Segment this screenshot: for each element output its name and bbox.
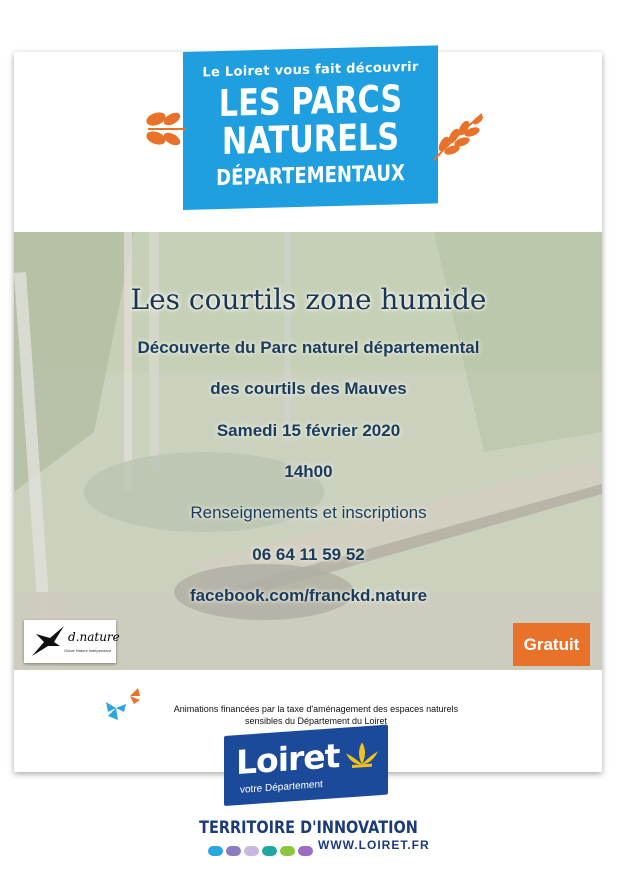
dot [244,846,259,856]
event-title: Les courtils zone humide [130,283,487,316]
event-info-label: Renseignements et inscriptions [190,503,427,522]
funding-note [136,703,496,727]
bird-icon [30,624,68,658]
loiret-logo-name: Loiret [236,735,340,783]
header-title-line2: NATURELS [221,115,400,163]
leaf-left-icon [142,107,188,149]
loiret-logo-tagline: votre Département [240,779,323,796]
funding-note-line2: sensibles du Département du Loiret [244,716,388,726]
header-subtitle: Le Loiret vous fait découvrir [202,59,419,81]
header-banner [183,45,438,210]
dot [280,846,295,856]
event-time: 14h00 [284,462,333,481]
loiret-logo [224,725,388,806]
dnature-logo [24,620,120,663]
dot [226,846,241,856]
event-facebook-link[interactable]: facebook.com/franckd.nature [189,586,428,605]
event-phone[interactable]: 06 64 11 59 52 [252,545,365,564]
event-date: Samedi 15 février 2020 [216,421,401,440]
dot [208,846,223,856]
free-badge: Gratuit [513,623,590,666]
dot [298,846,313,856]
header-title-line3: DÉPARTEMENTAUX [216,161,405,192]
fleur-icon [342,737,382,778]
loiret-website-link[interactable]: WWW.LOIRET.FR [318,838,430,852]
event-description-line2: des courtils des Mauves [210,379,407,398]
funding-note-line1: Animations financées par la taxe d'aménagement des espaces naturels [173,704,459,714]
color-dots [208,842,316,860]
event-description-line1: Découverte du Parc naturel départemental [137,338,480,357]
dnature-logo-name: d.nature [68,630,120,644]
dot [262,846,277,856]
dnature-logo-tagline: Guide Nature indépendant [64,648,111,653]
territoire-slogan: TERRITOIRE D'INNOVATION [199,818,418,838]
header-title-line1: LES PARCS [218,77,403,126]
leaf-right-icon [430,110,486,162]
